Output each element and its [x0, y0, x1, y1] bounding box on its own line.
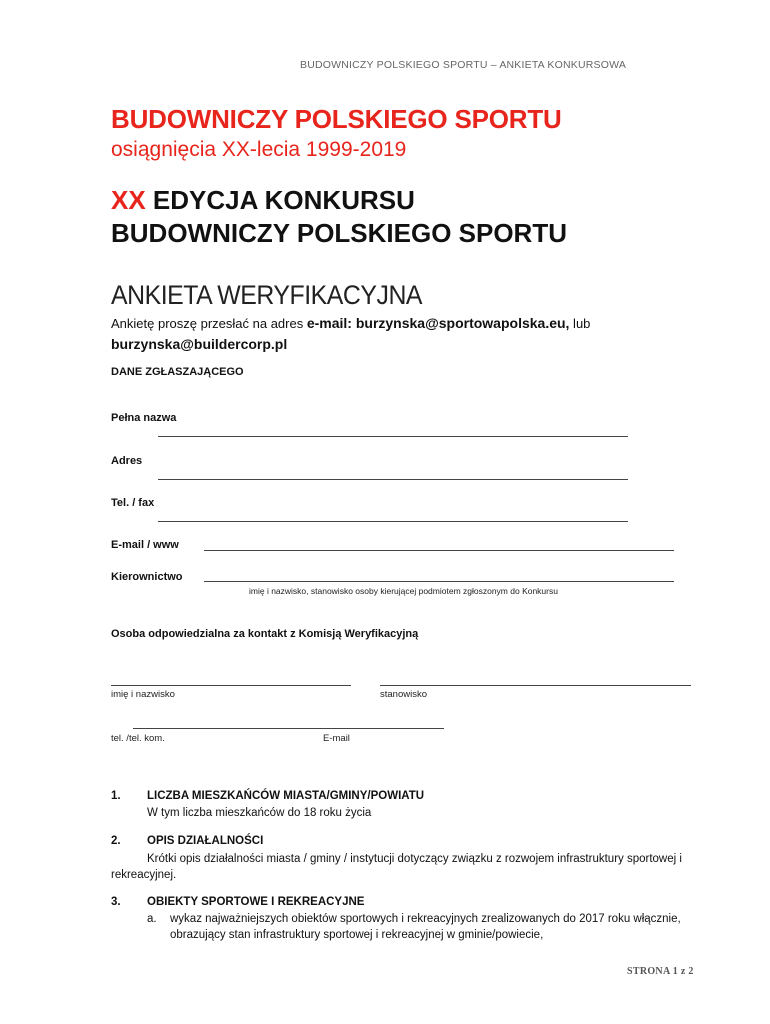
- instruction-or: lub: [569, 316, 591, 331]
- item-2-text-line-2: rekreacyjnej.: [111, 869, 177, 881]
- contact-position-field[interactable]: [380, 685, 691, 686]
- management-label: Kierownictwo: [111, 571, 183, 583]
- item-2-title: OPIS DZIAŁALNOŚCI: [147, 835, 264, 847]
- contact-phone-email-field[interactable]: [133, 728, 444, 729]
- item-3-sub-line-2: obrazujący stan infrastruktury sportowej i rekreacyjnej w gminie/powiecie,: [170, 929, 544, 941]
- document-subtitle: osiągnięcia XX-lecia 1999-2019: [111, 138, 407, 161]
- full-name-label: Pełna nazwa: [111, 412, 177, 424]
- edition-prefix: XX: [111, 185, 146, 215]
- email-field[interactable]: [204, 550, 674, 551]
- contact-position-caption: stanowisko: [380, 689, 427, 700]
- phone-field[interactable]: [158, 521, 628, 522]
- item-2-text-line-1: Krótki opis działalności miasta / gminy / instytucji dotyczący związku z rozwojem infrastruktury sportowej i: [147, 853, 682, 865]
- contact-name-caption: imię i nazwisko: [111, 689, 175, 700]
- applicant-heading: DANE ZGŁASZAJĄCEGO: [111, 366, 244, 378]
- edition-line-1: [111, 184, 567, 217]
- item-2-number: 2.: [111, 835, 121, 847]
- item-1-number: 1.: [111, 790, 121, 802]
- edition-heading: [111, 184, 567, 250]
- phone-label: Tel. / fax: [111, 497, 155, 509]
- item-3-number: 3.: [111, 896, 121, 908]
- item-3-title: OBIEKTY SPORTOWE I REKREACYJNE: [147, 896, 365, 908]
- address-field[interactable]: [158, 479, 628, 480]
- edition-line-1-text: EDYCJA KONKURSU: [145, 185, 415, 215]
- instruction: [111, 313, 711, 355]
- document-title: BUDOWNICZY POLSKIEGO SPORTU: [111, 104, 562, 134]
- instruction-email-1[interactable]: e-mail: burzynska@sportowapolska.eu,: [306, 315, 570, 331]
- instruction-email-2[interactable]: burzynska@buildercorp.pl: [111, 336, 288, 352]
- management-field[interactable]: [204, 581, 674, 582]
- address-label: Adres: [111, 455, 143, 467]
- page-footer: STRONA 1 z 2: [627, 966, 694, 977]
- contact-name-field[interactable]: [111, 685, 351, 686]
- contact-phone-caption: tel. /tel. kom.: [111, 733, 165, 744]
- edition-line-2: BUDOWNICZY POLSKIEGO SPORTU: [111, 218, 567, 248]
- contact-email-caption: E-mail: [323, 733, 350, 744]
- section-title: ANKIETA WERYFIKACYJNA: [111, 280, 423, 310]
- item-3-sub-letter: a.: [147, 913, 157, 925]
- full-name-field[interactable]: [158, 436, 628, 437]
- item-1-title: LICZBA MIESZKAŃCÓW MIASTA/GMINY/POWIATU: [147, 790, 425, 802]
- email-label: E-mail / www: [111, 539, 179, 551]
- item-1-text: W tym liczba mieszkańców do 18 roku życia: [147, 807, 372, 819]
- running-header: BUDOWNICZY POLSKIEGO SPORTU – ANKIETA KONKURSOWA: [300, 59, 627, 71]
- contact-heading: Osoba odpowiedzialna za kontakt z Komisją Weryfikacyjną: [111, 628, 419, 640]
- item-3-sub-line-1: wykaz najważniejszych obiektów sportowych i rekreacyjnych zrealizowanych do 2017 roku włącznie,: [170, 913, 681, 925]
- instruction-text: Ankietę proszę przesłać na adres: [111, 316, 307, 331]
- management-caption: imię i nazwisko, stanowisko osoby kierującej podmiotem zgłoszonym do Konkursu: [249, 586, 558, 596]
